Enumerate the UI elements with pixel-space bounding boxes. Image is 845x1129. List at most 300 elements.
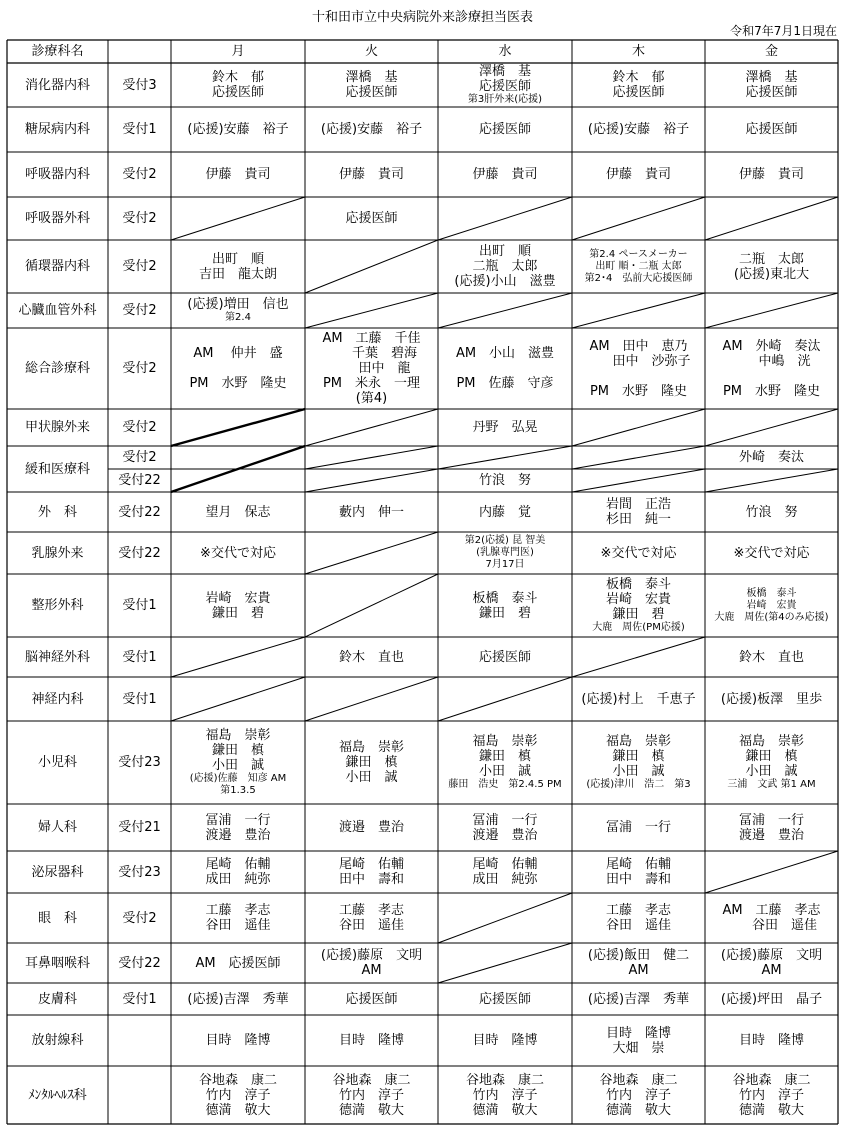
- cell-text: 乳腺外来: [31, 545, 84, 561]
- reception-desk: [108, 574, 171, 637]
- schedule-cell: [305, 197, 438, 240]
- cell-text: 火: [364, 44, 378, 59]
- reception-desk: [108, 1015, 171, 1066]
- cell-text: (応援)飯田 健二: [587, 948, 690, 963]
- schedule-cell: [438, 409, 572, 446]
- cell-text: 受付1: [122, 649, 157, 665]
- schedule-cell: [305, 983, 438, 1015]
- schedule-cell: [305, 492, 438, 532]
- cell-text: 谷地森 康二: [599, 1072, 678, 1088]
- cell-text: (応援)津川 浩二 第3: [586, 779, 691, 790]
- cell-text: 木: [631, 44, 645, 59]
- schedule-cell: [572, 943, 705, 983]
- cell-text: 澤橋 基: [745, 70, 798, 85]
- schedule-cell: [572, 328, 705, 409]
- cell-text: 受付3: [122, 77, 157, 93]
- cell-text: 応援医師: [345, 85, 398, 100]
- empty-slot-slash: [572, 197, 705, 240]
- schedule-cell: [171, 328, 305, 409]
- schedule-cell: [705, 574, 838, 637]
- cell-text: [137, 1088, 141, 1103]
- schedule-cell: [438, 107, 572, 152]
- cell-text: 受付23: [118, 755, 161, 770]
- cell-text: 鎌田 碧: [478, 605, 531, 621]
- cell-text: 竹内 淳子: [472, 1087, 538, 1103]
- dept-name: [7, 532, 108, 574]
- cell-text: 鎌田 槙: [211, 743, 264, 758]
- empty-slot-slash: [171, 197, 305, 240]
- cell-text: 冨浦 一行: [605, 820, 671, 835]
- schedule-cell: [171, 851, 305, 893]
- dept-name: [7, 293, 108, 328]
- cell-text: 心臓血管外科: [18, 303, 97, 318]
- cell-text: 鎌田 槙: [478, 749, 531, 764]
- cell-text: 尾崎 佑輔: [472, 857, 538, 872]
- cell-text: 冨浦 一行: [472, 812, 538, 828]
- schedule-cell: [705, 492, 838, 532]
- dept-name: [7, 637, 108, 677]
- schedule-cell: [171, 63, 305, 107]
- cell-text: (応援)佐藤 知彦 AM: [189, 773, 287, 784]
- cell-text: 小田 誠: [478, 764, 531, 779]
- schedule-cell: [572, 532, 705, 574]
- cell-text: 岩崎 宏貴: [605, 592, 671, 607]
- cell-text: 水: [498, 44, 512, 59]
- cell-text: PM 水野 隆史: [189, 376, 287, 391]
- reception-desk: [108, 446, 171, 469]
- cell-text: PM 水野 隆史: [589, 383, 688, 399]
- cell-text: 竹内 淳子: [605, 1087, 671, 1103]
- schedule-cell: [438, 240, 572, 293]
- empty-slot-slash: [305, 574, 438, 637]
- cell-text: 中嶋 洸: [732, 353, 811, 369]
- cell-text: 鎌田 碧: [211, 605, 264, 621]
- schedule-cell: [171, 721, 305, 804]
- cell-text: 呼吸器内科: [24, 167, 90, 182]
- schedule-cell: [572, 721, 705, 804]
- cell-text: 受付2: [122, 361, 157, 376]
- cell-text: 福島 崇彰: [472, 734, 538, 749]
- schedule-cell: [705, 328, 838, 409]
- cell-text: 応援医師: [745, 122, 798, 137]
- cell-text: 受付2: [122, 211, 157, 226]
- cell-text: 出町 順: [478, 244, 531, 259]
- schedule-cell: [705, 107, 838, 152]
- schedule-cell: [572, 804, 705, 851]
- schedule-cell: [171, 532, 305, 574]
- cell-text: 福島 崇彰: [738, 734, 804, 749]
- schedule-cell: [705, 1066, 838, 1124]
- cell-text: 受付2: [122, 910, 157, 926]
- cell-text: 大畑 崇: [612, 1040, 665, 1056]
- cell-text: 岩間 正浩: [605, 497, 671, 512]
- schedule-cell: [171, 574, 305, 637]
- empty-slot-slash: [705, 197, 838, 240]
- cell-text: 診療科名: [31, 44, 84, 59]
- schedule-cell: [572, 152, 705, 197]
- schedule-cell: [305, 328, 438, 409]
- schedule-cell: [705, 446, 838, 469]
- schedule-cell: [438, 1066, 572, 1124]
- empty-slot-slash: [438, 677, 572, 721]
- cell-text: [769, 369, 773, 384]
- cell-text: 受付2: [122, 450, 157, 465]
- schedule-cell: [171, 293, 305, 328]
- cell-text: 小児科: [37, 755, 77, 770]
- cell-text: PM 佐藤 守彦: [456, 376, 554, 391]
- cell-text: 第1.3.5: [220, 785, 256, 796]
- cell-text: 鈴木 直也: [738, 649, 804, 665]
- cell-text: AM 田中 恵乃: [589, 338, 688, 354]
- empty-slot-slash: [572, 637, 705, 677]
- cell-text: 受付2: [122, 259, 157, 274]
- cell-text: 小田 誠: [612, 764, 665, 779]
- schedule-cell: [305, 804, 438, 851]
- schedule-cell: [305, 637, 438, 677]
- empty-slot-slash: [305, 240, 438, 293]
- cell-text: AM: [761, 963, 782, 978]
- schedule-cell: [438, 63, 572, 107]
- cell-text: 渡邉 豊治: [738, 827, 804, 843]
- cell-text: 出町 順: [211, 251, 264, 267]
- cell-text: AM 外崎 奏汰: [722, 338, 821, 354]
- empty-slot-slash: [305, 677, 438, 721]
- cell-text: 受付1: [122, 122, 157, 137]
- cell-text: 伊藤 貴司: [605, 167, 671, 182]
- cell-text: 受付22: [118, 545, 161, 561]
- schedule-cell: [305, 63, 438, 107]
- cell-text: (応援)坪田 晶子: [720, 991, 823, 1007]
- cell-text: 板橋 泰斗: [605, 577, 671, 592]
- cell-text: 尾崎 佑輔: [205, 857, 271, 872]
- cell-text: 受付2: [122, 420, 157, 435]
- reception-desk: [108, 804, 171, 851]
- schedule-cell: [572, 63, 705, 107]
- cell-text: 二瓶 太郎: [472, 259, 538, 274]
- schedule-cell: [305, 851, 438, 893]
- cell-text: 鎌田 槙: [612, 749, 665, 764]
- dept-name: [7, 721, 108, 804]
- cell-text: 工藤 孝志: [338, 903, 404, 918]
- cell-text: 成田 純弥: [472, 872, 538, 887]
- cell-text: 受付2: [122, 303, 157, 318]
- schedule-cell: [705, 943, 838, 983]
- empty-slot-slash: [572, 446, 705, 469]
- reception-desk: [108, 893, 171, 943]
- cell-text: 循環器内科: [24, 259, 90, 274]
- dept-name: [7, 328, 108, 409]
- cell-text: 三浦 文武 第1 AM: [727, 779, 816, 790]
- cell-text: 皮膚科: [37, 991, 77, 1007]
- cell-text: 糖尿病内科: [24, 122, 90, 137]
- cell-text: 消化器内科: [24, 77, 90, 93]
- cell-text: 月: [231, 44, 245, 59]
- empty-slot-slash: [171, 409, 305, 446]
- reception-desk: [108, 469, 171, 492]
- schedule-cell: [438, 721, 572, 804]
- cell-text: (応援)藤原 文明: [720, 948, 823, 963]
- dept-name: [7, 677, 108, 721]
- cell-text: 渡邉 豊治: [205, 827, 271, 843]
- schedule-cell: [305, 721, 438, 804]
- empty-slot-slash: [305, 532, 438, 574]
- cell-text: 竹内 淳子: [738, 1087, 804, 1103]
- cell-text: 竹浪 努: [745, 504, 798, 520]
- header-day: [171, 40, 305, 63]
- cell-text: 田中 沙弥子: [586, 353, 691, 369]
- schedule-cell: [572, 240, 705, 293]
- cell-text: 応援医師: [612, 85, 665, 100]
- dept-name: [7, 197, 108, 240]
- cell-text: 杉田 純一: [605, 512, 671, 527]
- cell-text: (応援)東北大: [733, 266, 810, 282]
- dept-name: [7, 409, 108, 446]
- cell-text: 伊藤 貴司: [472, 167, 538, 182]
- cell-text: 望月 保志: [205, 504, 271, 520]
- empty-slot-slash: [705, 851, 838, 893]
- empty-slot-slash: [438, 293, 572, 328]
- cell-text: 鈴木 郁: [211, 70, 264, 85]
- cell-text: 外 科: [37, 504, 77, 520]
- schedule-cell: [572, 492, 705, 532]
- cell-text: 目時 隆博: [605, 1025, 671, 1041]
- cell-text: 第3肝外来(応援): [467, 94, 543, 105]
- header-day: [705, 40, 838, 63]
- cell-text: 応援医師: [478, 991, 531, 1007]
- schedule-cell: [572, 851, 705, 893]
- cell-text: 受付1: [122, 598, 157, 613]
- schedule-cell: [438, 492, 572, 532]
- cell-text: 伊藤 貴司: [205, 167, 271, 182]
- cell-text: AM: [361, 963, 382, 978]
- cell-text: 泌尿器科: [31, 864, 84, 880]
- cell-text: 谷田 遥佳: [338, 918, 404, 933]
- cell-text: ﾒﾝﾀﾙﾍﾙｽ科: [28, 1087, 87, 1103]
- cell-text: 谷地森 康二: [332, 1072, 411, 1088]
- cell-text: 耳鼻咽喉科: [24, 955, 90, 971]
- cell-text: 応援医師: [211, 85, 264, 100]
- dept-name: [7, 446, 108, 492]
- cell-text: [636, 369, 640, 384]
- cell-text: 緩和医療科: [24, 461, 90, 477]
- cell-text: PM 水野 隆史: [722, 383, 821, 399]
- cell-text: (応援)安藤 裕子: [320, 122, 423, 137]
- cell-text: 福島 崇彰: [205, 728, 271, 743]
- cell-text: (応援)小山 滋豊: [454, 274, 556, 289]
- dept-name: [7, 240, 108, 293]
- cell-text: 第2(応援) 昆 智美: [464, 535, 546, 546]
- cell-text: 竹内 淳子: [338, 1087, 404, 1103]
- schedule-cell: [705, 983, 838, 1015]
- empty-slot-slash: [305, 446, 438, 469]
- cell-text: 第2.4: [225, 312, 251, 323]
- cell-text: 応援医師: [345, 991, 398, 1007]
- cell-text: 呼吸器外科: [24, 211, 90, 226]
- schedule-cell: [705, 804, 838, 851]
- cell-text: 目時 隆博: [338, 1033, 404, 1048]
- cell-text: 内藤 覚: [478, 504, 531, 520]
- header-dept: [7, 40, 108, 63]
- cell-text: 德満 敬大: [338, 1102, 404, 1118]
- cell-text: 德満 敬大: [472, 1102, 538, 1118]
- schedule-cell: [171, 804, 305, 851]
- empty-slot-slash: [438, 943, 572, 983]
- page-title: 十和田市立中央病院外来診療担当医表: [311, 10, 533, 25]
- header-day: [305, 40, 438, 63]
- cell-text: 目時 隆博: [472, 1033, 538, 1048]
- cell-text: (第4): [355, 391, 388, 406]
- cell-text: 小田 誠: [345, 770, 398, 785]
- cell-text: 受付1: [122, 991, 157, 1007]
- cell-text: 大鹿 周佐(PM応援): [592, 622, 685, 633]
- cell-text: 藪内 伸一: [338, 504, 404, 520]
- cell-text: 応援医師: [478, 649, 531, 665]
- cell-text: 応援医師: [478, 79, 531, 94]
- dept-name: [7, 1015, 108, 1066]
- cell-text: AM: [628, 963, 649, 978]
- cell-text: 受付22: [118, 473, 161, 488]
- schedule-cell: [171, 1015, 305, 1066]
- schedule-cell: [438, 851, 572, 893]
- schedule-cell: [438, 532, 572, 574]
- dept-name: [7, 943, 108, 983]
- empty-slot-slash: [572, 409, 705, 446]
- cell-text: [236, 361, 240, 376]
- cell-text: 金: [764, 44, 778, 59]
- effective-date: 令和7年7月1日現在: [730, 24, 837, 38]
- cell-text: AM 仲井 盛: [193, 346, 283, 361]
- cell-text: 千葉 碧海: [325, 346, 417, 361]
- reception-desk: [108, 943, 171, 983]
- cell-text: 受付22: [118, 955, 161, 971]
- cell-text: 整形外科: [31, 598, 84, 613]
- cell-text: 澤橋 基: [345, 70, 398, 85]
- cell-text: ※交代で対応: [200, 545, 276, 561]
- cell-text: 谷田 遥佳: [205, 918, 271, 933]
- cell-text: AM 工藤 孝志: [722, 903, 821, 918]
- dept-name: [7, 574, 108, 637]
- schedule-cell: [705, 152, 838, 197]
- cell-text: 神経内科: [31, 691, 84, 707]
- cell-text: 德満 敬大: [738, 1102, 804, 1118]
- schedule-cell: [572, 677, 705, 721]
- schedule-cell: [705, 63, 838, 107]
- schedule-cell: [572, 1066, 705, 1124]
- schedule-cell: [305, 943, 438, 983]
- cell-text: 鎌田 碧: [612, 607, 665, 622]
- empty-slot-slash: [438, 446, 572, 469]
- schedule-cell: [171, 983, 305, 1015]
- cell-text: 德満 敬大: [605, 1102, 671, 1118]
- cell-text: (応援)村上 千恵子: [581, 691, 696, 707]
- schedule-cell: [171, 240, 305, 293]
- schedule-cell: [705, 637, 838, 677]
- reception-desk: [108, 197, 171, 240]
- cell-text: 大鹿 周佐(第4のみ応援): [714, 611, 829, 623]
- schedule-cell: [438, 469, 572, 492]
- cell-text: 福島 崇彰: [605, 734, 671, 749]
- cell-text: 鈴木 直也: [338, 649, 404, 665]
- schedule-cell: [438, 574, 572, 637]
- cell-text: ※交代で対応: [600, 545, 677, 561]
- cell-text: (応援)板澤 里歩: [720, 691, 823, 707]
- cell-text: 応援医師: [478, 122, 531, 137]
- cell-text: 鈴木 郁: [612, 70, 665, 85]
- cell-text: 第2.4 ペースメーカー: [589, 248, 688, 260]
- schedule-cell: [305, 1015, 438, 1066]
- reception-desk: [108, 721, 171, 804]
- schedule-cell: [171, 943, 305, 983]
- schedule-cell: [705, 1015, 838, 1066]
- schedule-cell: [305, 152, 438, 197]
- schedule-cell: [438, 983, 572, 1015]
- cell-text: (応援)安藤 裕子: [187, 122, 289, 137]
- cell-text: 成田 純弥: [205, 872, 271, 887]
- cell-text: 田中 壽和: [605, 872, 671, 887]
- empty-slot-slash: [705, 409, 838, 446]
- cell-text: 尾崎 佑輔: [338, 857, 404, 872]
- schedule-cell: [438, 328, 572, 409]
- cell-text: [137, 1033, 141, 1048]
- cell-text: AM 工藤 千佳: [322, 331, 421, 346]
- schedule-cell: [705, 677, 838, 721]
- schedule-cell: [438, 804, 572, 851]
- schedule-cell: [305, 893, 438, 943]
- header-day: [572, 40, 705, 63]
- dept-name: [7, 851, 108, 893]
- cell-text: 工藤 孝志: [605, 903, 671, 918]
- cell-text: 澤橋 基: [478, 64, 531, 79]
- cell-text: 眼 科: [37, 910, 77, 926]
- cell-text: 谷田 遥佳: [725, 918, 817, 933]
- reception-desk: [108, 240, 171, 293]
- empty-slot-slash: [305, 469, 438, 492]
- cell-text: 冨浦 一行: [738, 812, 804, 828]
- cell-text: 受付1: [122, 691, 157, 707]
- cell-text: 谷地森 康二: [198, 1072, 277, 1088]
- empty-slot-slash: [705, 293, 838, 328]
- schedule-cell: [171, 1066, 305, 1124]
- empty-slot-slash: [438, 893, 572, 943]
- cell-text: 第2･4 弘前大応援医師: [584, 272, 693, 284]
- cell-text: 竹内 淳子: [205, 1087, 271, 1103]
- reception-desk: [108, 63, 171, 107]
- cell-text: 目時 隆博: [738, 1033, 804, 1048]
- empty-slot-slash: [171, 677, 305, 721]
- cell-text: 丹野 弘晃: [472, 420, 538, 435]
- header-day: [438, 40, 572, 63]
- cell-text: 目時 隆博: [205, 1033, 271, 1048]
- cell-text: 7月17日: [485, 559, 525, 570]
- cell-text: (乳腺専門医): [476, 547, 534, 558]
- cell-text: 応援医師: [345, 211, 398, 226]
- schedule-cell: [171, 492, 305, 532]
- dept-name: [7, 983, 108, 1015]
- schedule-cell: [305, 107, 438, 152]
- cell-text: 二瓶 太郎: [738, 251, 804, 267]
- empty-slot-slash: [705, 469, 838, 492]
- cell-text: (応援)増田 信也: [187, 297, 289, 312]
- schedule-cell: [705, 721, 838, 804]
- schedule-cell: [572, 893, 705, 943]
- schedule-cell: [438, 152, 572, 197]
- dept-name: [7, 492, 108, 532]
- cell-text: ※交代で対応: [733, 545, 810, 561]
- cell-text: 板橋 泰斗: [746, 587, 797, 599]
- cell-text: 甲状腺外来: [24, 420, 90, 435]
- cell-text: 渡邉 豊治: [472, 827, 538, 843]
- cell-text: 尾崎 佑輔: [605, 857, 671, 872]
